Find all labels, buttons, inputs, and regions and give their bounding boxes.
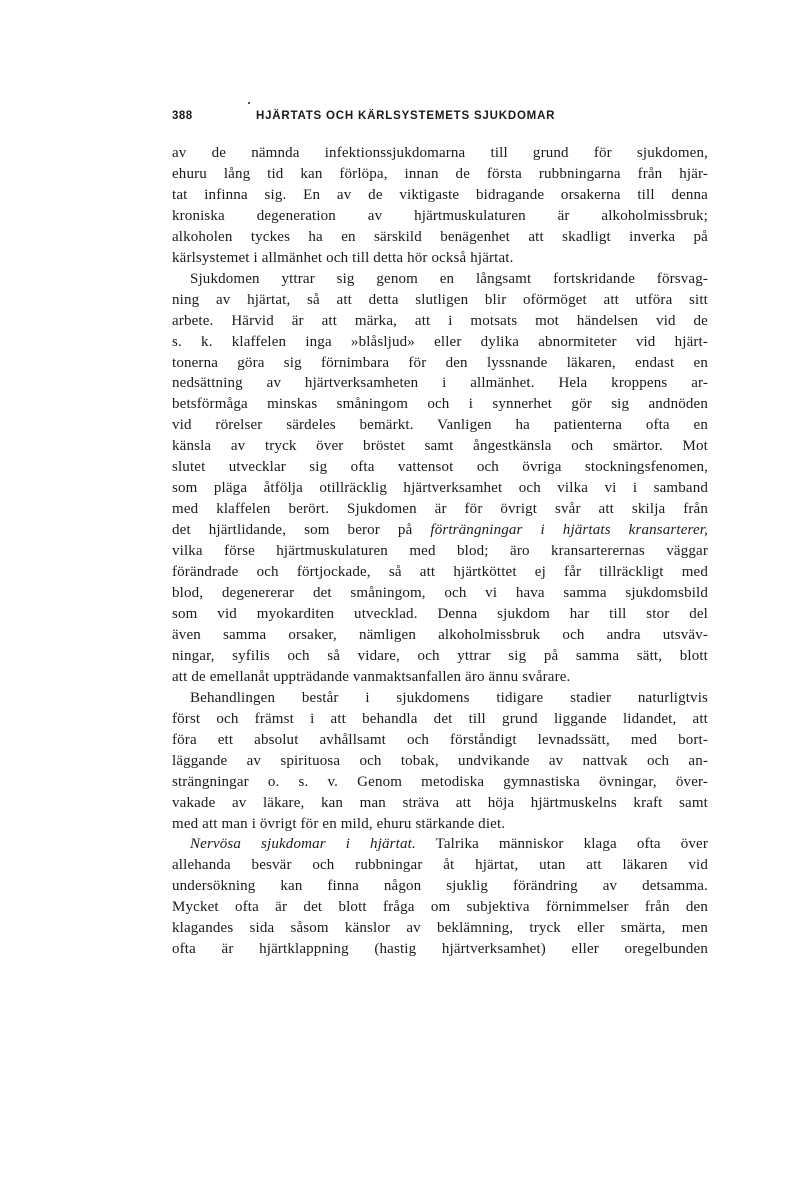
text-line: av de nämnda infektionssjukdomarna till grund för sjukdomen, (172, 145, 708, 161)
text-line: undersökning kan finna någon sjuklig förändring av detsamma. (172, 878, 708, 895)
italic-term: förträngningar i hjärtats kransarterer, (430, 522, 708, 539)
text-line: först och främst i att behandla det till grund liggande lidandet, att (172, 710, 708, 727)
text-segment: det hjärtlidande, som beror på (172, 522, 431, 539)
text-line: läggande av spirituosa och tobak, undvikande av nattvak och an- (172, 752, 708, 769)
text-line: ning av hjärtat, så att detta slutligen blir oförmöget att utföra sitt (172, 291, 708, 308)
text-line: s. k. klaffelen inga »blåsljud» eller dylika abnormiteter vid hjärt- (172, 333, 708, 350)
text-line: arbete. Härvid är att märka, att i motsats mot händelsen vid de (172, 312, 708, 329)
text-line: vilka förse hjärtmuskulaturen med blod; äro kransarterernas väggar (172, 543, 708, 560)
paragraph-2 (172, 269, 708, 688)
text-line: Mycket ofta är det blott fråga om subjektiva förnimmelser från den (172, 899, 708, 916)
text-line: strängningar o. s. v. Genom metodiska gymnastiska övningar, över- (172, 773, 708, 790)
text-line: kärlsystemet i allmänhet och till detta hör också hjärtat. (172, 249, 514, 266)
text-line: ofta är hjärtklappning (hastig hjärtverksamhet) eller oregelbunden (172, 941, 708, 958)
paragraph-1 (172, 143, 708, 269)
text-line: blod, degenererar det småningom, och vi hava samma sjukdomsbild (172, 585, 708, 602)
text-line: förändrade och förtjockade, så att hjärtköttet ej får tillräckligt med (172, 564, 708, 581)
text-line: ningar, syfilis och så vidare, och yttrar sig på samma sätt, blott (172, 647, 708, 664)
text-line: som vid myokarditen utvecklad. Denna sjukdom har till stor del (172, 605, 708, 622)
text-line: med att man i övrigt för en mild, ehuru stärkande diet. (172, 815, 506, 832)
text-line: alkoholen tyckes ha en särskild benägenhet att skadligt inverka på (172, 228, 708, 245)
running-title: HJÄRTATS OCH KÄRLSYSTEMETS SJUKDOMAR (256, 110, 556, 122)
page-number: 388 (172, 110, 193, 122)
text-line: betsförmåga minskas småningom och i synnerhet gör sig andnöden (172, 396, 708, 413)
text-line: ehuru lång tid kan förlöpa, innan de första rubbningarna från hjär- (172, 165, 708, 182)
running-header (172, 110, 708, 130)
text-line: att de emellanåt uppträdande vanmaktsanfallen äro ännu svårare. (172, 668, 571, 685)
text-line: som pläga åtfölja otillräcklig hjärtverksamhet och vilka vi i samband (172, 480, 708, 497)
text-line: föra ett absolut avhållsamt och förståndigt levnadssätt, med bort- (172, 731, 708, 748)
text-line: även samma orsaker, nämligen alkoholmissbruk och andra utsväv- (172, 626, 708, 643)
print-speck (248, 102, 250, 104)
text-line: klagandes sida såsom känslor av beklämning, tryck eller smärta, men (172, 920, 708, 937)
section-heading: Nervösa sjukdomar i hjärtat. (190, 836, 416, 853)
text-line-mixed (172, 834, 708, 855)
text-line: kroniska degeneration av hjärtmuskulaturen är alkoholmissbruk; (172, 207, 708, 224)
text-line: slutet utvecklar sig ofta vattensot och övriga stockningsfenomen, (172, 459, 708, 476)
paragraph-4 (172, 834, 708, 960)
text-line: Behandlingen består i sjukdomens tidigare stadier naturligtvis (190, 689, 708, 706)
text-line: allehanda besvär och rubbningar åt hjärtat, utan att läkaren vid (172, 857, 708, 874)
text-line: vid rörelser särdeles bemärkt. Vanligen ha patienterna ofta en (172, 417, 708, 434)
text-segment: Talrika människor klaga ofta över (415, 836, 708, 853)
body-text (172, 143, 708, 960)
book-page (172, 110, 708, 958)
text-line: med klaffelen berört. Sjukdomen är för övrigt svår att skilja från (172, 501, 708, 518)
paragraph-3 (172, 688, 708, 835)
text-line: tat infinna sig. En av de viktigaste bidragande orsakerna till denna (172, 186, 708, 203)
text-line: nedsättning av hjärtverksamheten i allmänhet. Hela kroppens ar- (172, 375, 708, 392)
text-line: vakade av läkare, kan man sträva att höja hjärtmuskelns kraft samt (172, 794, 708, 811)
text-line: tonerna göra sig förnimbara för den lyssnande läkaren, endast en (172, 354, 708, 371)
text-line: Sjukdomen yttrar sig genom en långsamt fortskridande försvag- (190, 270, 708, 287)
text-line: känsla av tryck över bröstet samt ångestkänsla och smärtor. Mot (172, 438, 708, 455)
text-line-mixed (172, 520, 708, 541)
